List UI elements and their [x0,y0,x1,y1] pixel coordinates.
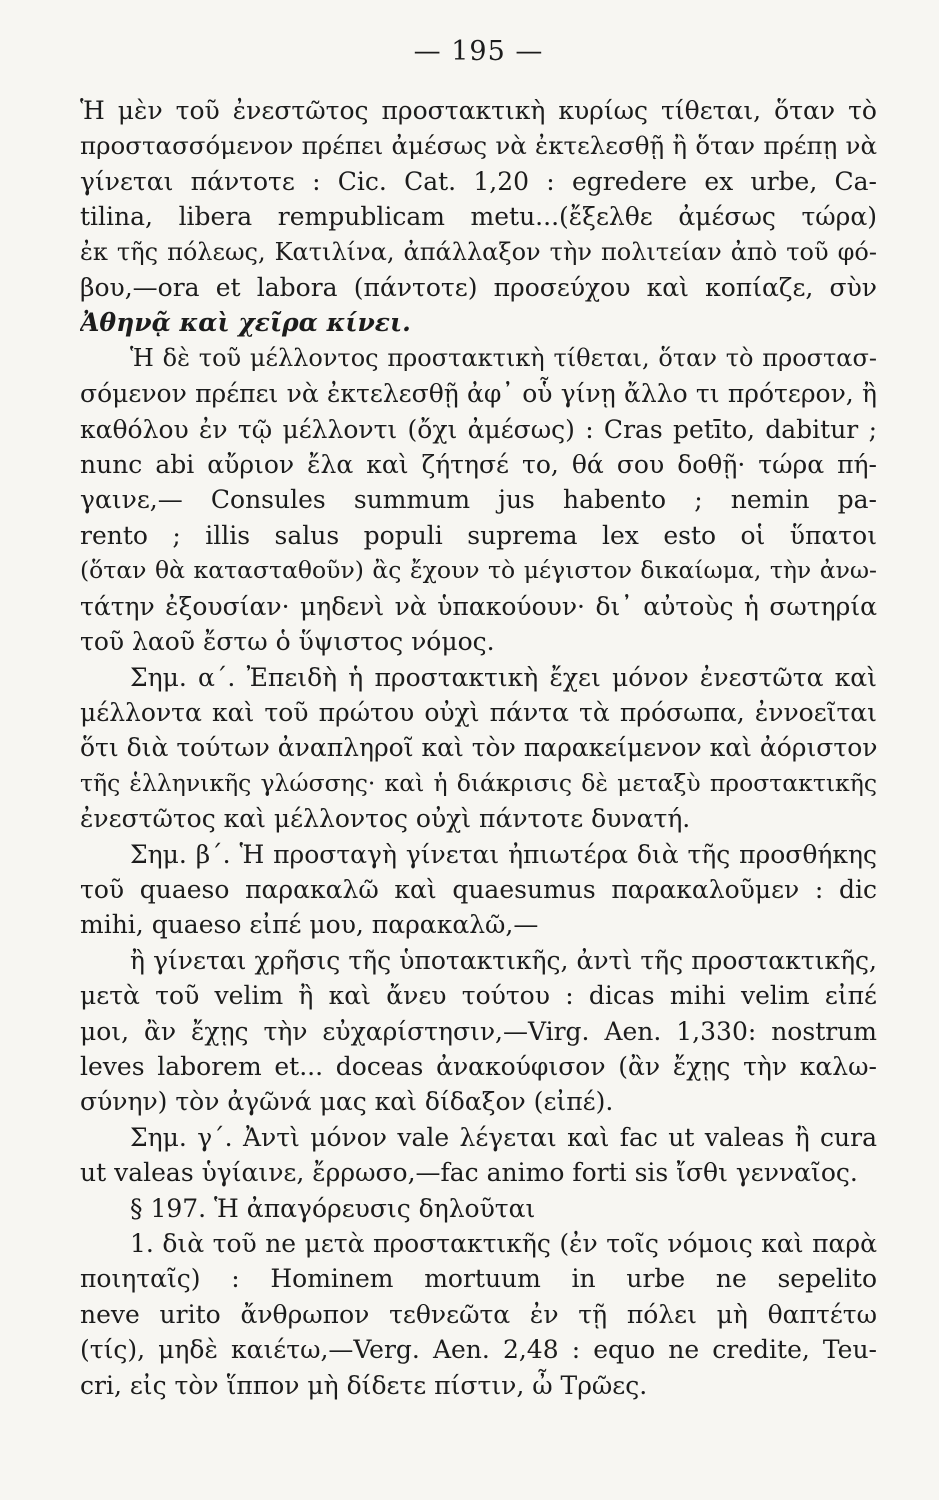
text-line: μετὰ τοῦ velim ἢ καὶ ἄνευ τούτου : dicas mihi velim εἰπέ [80,981,877,1011]
page-number: — 195 — [413,36,544,67]
text-line: τάτην ἐξουσίαν· μηδενὶ νὰ ὑπακούουν· δι᾽ αὐτοὺς ἡ σωτηρία [80,591,877,621]
text-line: Σημ. β΄. Ἡ προσταγὴ γίνεται ἠπιωτέρα διὰ τῆς προσθήκης [130,839,877,869]
text-line: rento ; illis salus populi suprema lex esto οἱ ὕπατοι [80,520,877,550]
text-line: Ἡ μὲν τοῦ ἐνεστῶτος προστακτικὴ κυρίως τίθεται, ὅταν τὸ [80,96,877,125]
text-line: (ὅταν θὰ κατασταθοῦν) ἂς ἔχουν τὸ μέγιστον δικαίωμα, τὴν ἀνω- [80,556,877,585]
text-line: ut valeas ὑγίαινε, ἔρρωσο,—fac animo forti sis ἴσθι γενναῖος. [80,1158,858,1188]
text-line: (τίς), μηδὲ καιέτω,—Verg. Aen. 2,48 : equo ne credite, Teu- [80,1335,877,1365]
text-line: mihi, quaeso εἰπέ μου, παρακαλῶ,— [80,910,539,940]
section-heading: § 197. Ἡ ἀπαγόρευσις δηλοῦται [130,1193,536,1223]
text-line: γίνεται πάντοτε : Cic. Cat. 1,20 : egredere ex urbe, Ca- [80,166,877,196]
text-line: γαινε,— Consules summum jus habento ; nemin pa- [80,485,877,515]
text-line: tilina, libera rempublicam metu...(ἔξελθε ἀμέσως τώρα) [80,202,877,232]
text-line: ποιηταῖς) : Hominem mortuum in urbe ne sepelito [80,1264,877,1294]
text-line: ἢ γίνεται χρῆσις τῆς ὑποτακτικῆς, ἀντὶ τῆς προστακτικῆς, [130,945,877,975]
text-line: neve urito ἄνθρωπον τεθνεῶτα ἐν τῇ πόλει μὴ θαπτέτω [80,1299,877,1329]
body-text [80,93,877,1403]
text-line: Ἀθηνᾷ καὶ χεῖρα κίνει. [80,308,411,338]
text-line: σύνην) τὸν ἀγῶνά μας καὶ δίδαξον (εἰπέ). [80,1087,614,1117]
text-line: Ἡ δὲ τοῦ μέλλοντος προστακτικὴ τίθεται, ὅταν τὸ προστασ- [130,343,877,372]
text-line: μοι, ἂν ἔχῃς τὴν εὐχαρίστησιν,—Virg. Aen. 1,330: nostrum [80,1016,877,1046]
text-line: καθόλου ἐν τῷ μέλλοντι (ὄχι ἀμέσως) : Cras petīto, dabitur ; [80,414,877,444]
text-line: τῆς ἑλληνικῆς γλώσσης· καὶ ἡ διάκρισις δὲ μεταξὺ προστακτικῆς [80,768,877,797]
text-line: leves laborem et... doceas ἀνακούφισον (ἂν ἔχῃς τὴν καλω- [80,1051,877,1081]
text-line: τοῦ λαοῦ ἔστω ὁ ὕψιστος νόμος. [80,627,495,657]
text-line: Σημ. γ΄. Ἀντὶ μόνον vale λέγεται καὶ fac ut valeas ἢ cura [130,1122,877,1152]
text-line: μέλλοντα καὶ τοῦ πρώτου οὐχὶ πάντα τὰ πρόσωπα, ἐννοεῖται [80,697,877,727]
text-line: βου,—ora et labora (πάντοτε) προσεύχου καὶ κοπίαζε, σὺν [80,273,877,303]
text-line: nunc abi αὔριον ἔλα καὶ ζήτησέ το, θά σου δοθῇ· τώρα πή- [80,450,877,480]
text-line: τοῦ quaeso παρακαλῶ καὶ quaesumus παρακαλοῦμεν : dic [80,874,877,904]
text-line: ἐνεστῶτος καὶ μέλλοντος οὐχὶ πάντοτε δυνατή. [80,804,691,834]
text-line: ἐκ τῆς πόλεως, Κατιλίνα, ἀπάλλαξον τὴν πολιτείαν ἀπὸ τοῦ φό- [80,237,877,266]
text-line: ὅτι διὰ τούτων ἀναπληροῖ καὶ τὸν παρακείμενον καὶ ἀόριστον [80,733,877,763]
text-line: Σημ. α΄. Ἐπειδὴ ἡ προστακτικὴ ἔχει μόνον ἐνεστῶτα καὶ [130,662,877,692]
text-line: προστασσόμενον πρέπει ἀμέσως νὰ ἐκτελεσθῇ ἢ ὅταν πρέπῃ νὰ [80,131,877,161]
text-line: σόμενον πρέπει νὰ ἐκτελεσθῇ ἀφ᾽ οὗ γίνῃ ἄλλο τι πρότερον, ἢ [80,379,877,409]
text-line: 1. διὰ τοῦ ne μετὰ προστακτικῆς (ἐν τοῖς νόμοις καὶ παρὰ [130,1229,877,1258]
text-line: cri, εἰς τὸν ἵππον μὴ δίδετε πίστιν, ὦ Τρῶες. [80,1370,648,1400]
